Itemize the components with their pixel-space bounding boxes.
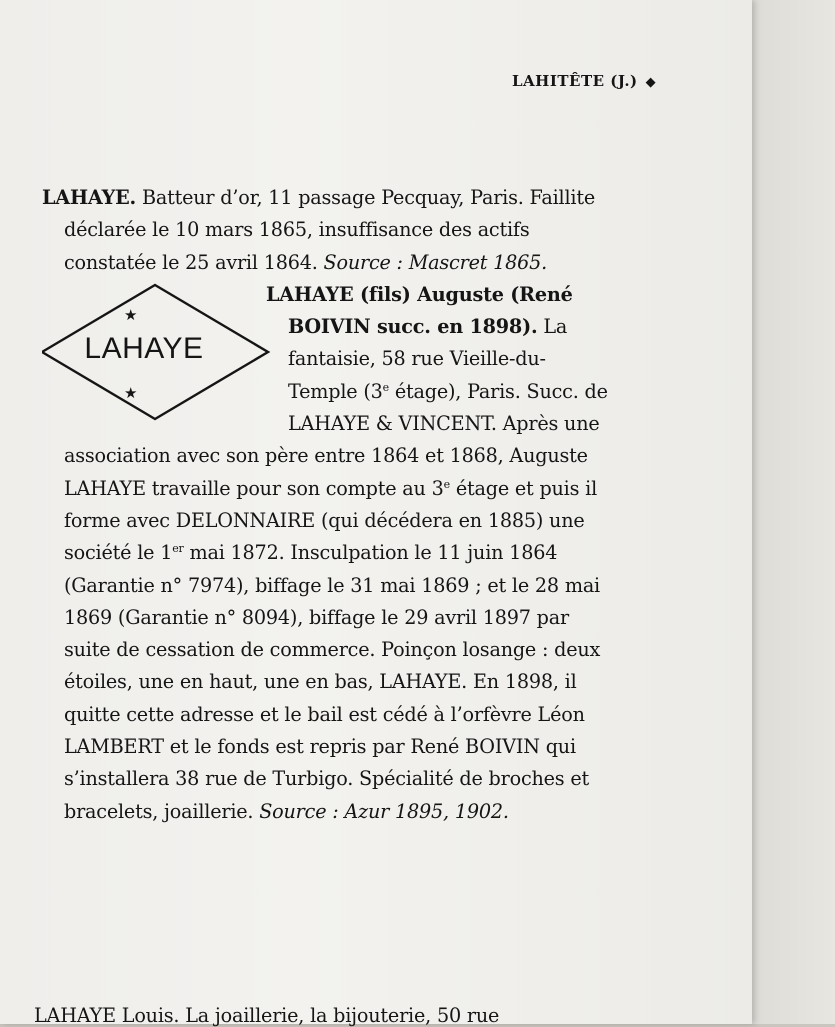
entry-lahaye [42,182,608,279]
entry-lahaye-fils [42,279,608,828]
superscript: e [443,477,450,491]
entry-source: Source : Mascret 1865. [323,250,548,274]
diamond-ornament-icon: ◆ [645,75,657,90]
next-page-edge [752,0,835,1024]
superscript: er [172,542,184,556]
entry-body: étage), Paris. Succ. de LAHAYE & VINCENT. Après une association avec son père entre 1864 et 1868, Auguste LAHAYE travaille pour son compte au 3 [64,379,608,500]
hallmark-text: LAHAYE [84,331,204,365]
superscript: e [382,380,389,394]
entry-body: étage et puis il forme avec DELONNAIRE (qui décédera en 1885) une société le 1 [64,476,598,565]
running-head-title: LAHITÊTE (J.) [512,72,638,90]
running-head [512,72,656,90]
body-text [42,182,608,828]
entry-name: LAHAYE. [42,186,137,209]
hallmark-lozenge: ★ LAHAYE ★ [42,281,274,423]
entry-source: Source : Azur 1895, 1902. [259,799,509,823]
entry-body: La fantaisie, 58 rue Vieille-du-Temple (3 [288,315,568,403]
entry-name: LAHAYE (fils) Auguste (René BOIVIN succ. en 1898). [266,282,573,339]
entry-body: Batteur d’or, 11 passage Pecquay, Paris. Faillite déclarée le 10 mars 1865, insuffisance des actifs constatée le 25 avril 1864. [64,186,596,274]
entry-body: mai 1872. Insculpation le 11 juin 1864 (Garantie n° 7974), biffage le 31 mai 1869 ; et le 28 mai 1869 (Garantie n° 8094), biffage le 29 avril 1897 par suite de cessation de commerce. Poinçon losange : deux étoiles, une en haut, une en bas, LAHAYE. En 1898, il quitte cette adresse et le bail est cédé à l’orfèvre Léon LAMBERT et le fonds est repris par René BOIVIN qui s’installera 38 rue de Turbigo. Spécialité de broches et bracelets, joaillerie. [64,541,601,823]
partial-entry-text: LAHAYE Louis. La joaillerie, la bijouterie, 50 rue [34,1004,500,1027]
